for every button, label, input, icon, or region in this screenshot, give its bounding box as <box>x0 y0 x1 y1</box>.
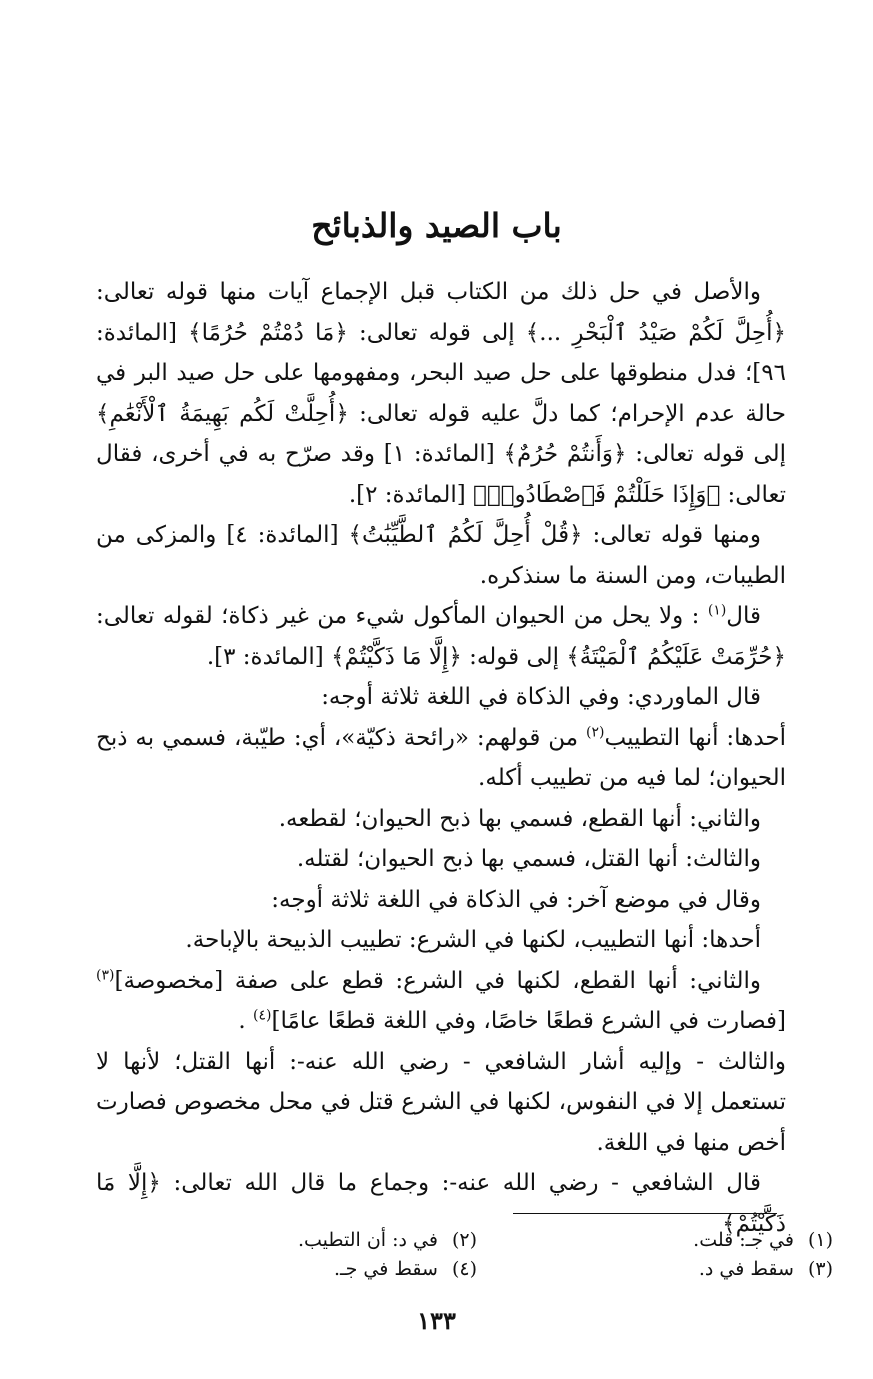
paragraph: أحدها: أنها التطييب$^{(٢)}$ من قولهم: «رائحة ذكيّة»، أي: طيّبة، فسمي به ذبح الحيوان؛ لما فيه من تطييب أكله. <box>96 723 786 791</box>
paragraph: ومنها قوله تعالى: ﴿قُلْ أُحِلَّ لَكُمُ ٱلطَّيِّبَٰتُ﴾ [المائدة: ٤] والمزكى من الطيبات، ومن السنة ما سنذكره. <box>96 522 786 589</box>
paragraph: قال$^{(١)}$ : ولا يحل من الحيوان المأكول شيء من غير ذكاة؛ لقوله تعالى: ﴿حُرِّمَتْ عَلَيْكُمُ ٱلْمَيْتَةُ﴾ إلى قوله: ﴿إِلَّا مَا ذَكَّيْتُمْ﴾ [المائدة: ٣]. <box>96 602 786 670</box>
footnote-ref: (٢) <box>586 723 605 740</box>
paragraph: والثالث - وإليه أشار الشافعي - رضي الله عنه-: أنها القتل؛ لأنها لا تستعمل إلا في النفوس، لكنها في الشرع قتل في محل مخصوص فصارت أخص منها في اللغة. <box>96 1048 787 1156</box>
footnote-text: سقط في د. <box>698 1258 794 1280</box>
footnote-2 <box>298 1226 477 1254</box>
footnote-number: (٤) <box>451 1258 477 1280</box>
footnote-text: سقط في جـ. <box>334 1258 438 1280</box>
footnote-ref: (٣) <box>96 966 115 983</box>
footnote-ref: (٤) <box>253 1007 272 1024</box>
footnote-1 <box>693 1226 833 1254</box>
footnote-text: في جـ: قلت. <box>693 1229 794 1251</box>
footnote-text: في د: أن التطيب. <box>297 1229 438 1251</box>
paragraph: قال الشافعي - رضي الله عنه-: وجماع ما قال الله تعالى: ﴿إِلَّا مَا ذَكَّيْتُمْ﴾ <box>96 1170 786 1237</box>
paragraph: وقال في موضع آخر: في الذكاة في اللغة ثلاثة أوجه: <box>271 886 761 913</box>
paragraph: أحدها: أنها التطييب، لكنها في الشرع: تطييب الذبيحة بالإباحة. <box>185 927 761 953</box>
footnote-separator <box>513 1213 777 1214</box>
paragraph: والثاني: أنها القطع، لكنها في الشرع: قطع على صفة [مخصوصة]$^{(٣)}$ [فصارت في الشرع قطعًا خاصًا، وفي اللغة قطعًا عامًا]$^{(٤)}$ . <box>96 966 786 1034</box>
paragraph: قال الماوردي: وفي الذكاة في اللغة ثلاثة أوجه: <box>321 684 761 710</box>
paragraph: والثاني: أنها القطع، فسمي بها ذبح الحيوان؛ لقطعه. <box>278 805 761 832</box>
page-number: ١٣٣ <box>417 1306 456 1335</box>
footnote-number: (١) <box>807 1229 833 1251</box>
footnote-number: (٣) <box>807 1258 833 1280</box>
paragraph: والثالث: أنها القتل، فسمي بها ذبح الحيوان؛ لقتله. <box>296 846 761 872</box>
footnote-ref: (١) <box>707 602 727 619</box>
footnote-number: (٢) <box>451 1229 477 1251</box>
main-text <box>96 272 786 1244</box>
footnote-3 <box>699 1255 833 1283</box>
footnote-4 <box>334 1255 477 1283</box>
paragraph: والأصل في حل ذلك من الكتاب قبل الإجماع آيات منها قوله تعالى: ﴿أُحِلَّ لَكُمْ صَيْدُ ٱلْبَحْرِ ...﴾ إلى قوله تعالى: ﴿مَا دُمْتُمْ حُرُمًا﴾ [المائدة: ٩٦]؛ فدل منطوقها على حل صيد البحر، ومفهومها على حل صيد البر في حالة عدم الإحرام؛ كما دلَّ عليه قوله تعالى: ﴿أُحِلَّتْ لَكُم بَهِيمَةُ ٱلْأَنْعَٰمِ﴾ إلى قوله تعالى: ﴿وَأَنتُمْ حُرُمٌ﴾ [المائدة: ١] وقد صرّح به في أخرى، فقال تعالى: ﴿وَإِذَا حَلَلْتُمْ فَٱصْطَادُوا۟﴾ [المائدة: ٢]. <box>96 279 786 508</box>
chapter-title: باب الصيد والذبائح <box>311 206 562 245</box>
